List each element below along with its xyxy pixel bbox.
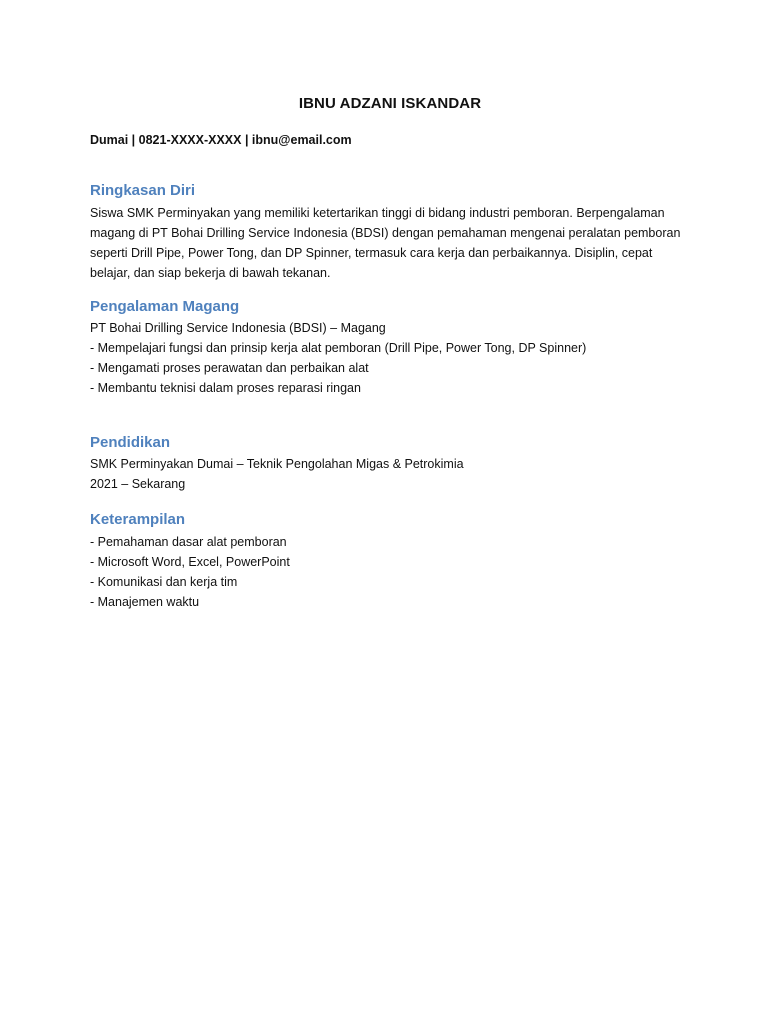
skills-list <box>90 532 690 612</box>
education-school: SMK Perminyakan Dumai – Teknik Pengolahan Migas & Petrokimia <box>90 457 464 471</box>
list-item: - Microsoft Word, Excel, PowerPoint <box>90 555 290 569</box>
section-education <box>90 433 690 494</box>
list-item: - Mengamati proses perawatan dan perbaikan alat <box>90 361 369 375</box>
list-item: - Komunikasi dan kerja tim <box>90 575 238 589</box>
section-title-internship: Pengalaman Magang <box>90 298 240 315</box>
resume-content <box>90 94 690 612</box>
section-title-education: Pendidikan <box>90 434 171 451</box>
list-item: - Mempelajari fungsi dan prinsip kerja alat pemboran (Drill Pipe, Power Tong, DP Spinner) <box>90 341 587 355</box>
summary-line: belajar, dan siap bekerja di bawah tekanan. <box>90 266 331 280</box>
summary-line: Siswa SMK Perminyakan yang memiliki ketertarikan tinggi di bidang industri pemboran. Berpengalaman <box>90 206 665 220</box>
education-period: 2021 – Sekarang <box>90 477 186 491</box>
resume-name: IBNU ADZANI ISKANDAR <box>298 95 482 112</box>
summary-line: magang di PT Bohai Drilling Service Indonesia (BDSI) dengan pemahaman mengenai peralatan pemboran <box>90 226 681 240</box>
education-info <box>90 454 690 494</box>
contact-info: Dumai | 0821-XXXX-XXXX | ibnu@email.com <box>90 133 352 147</box>
summary-text <box>90 203 690 283</box>
section-title-summary: Ringkasan Diri <box>90 182 196 199</box>
section-summary <box>90 181 690 283</box>
list-item: - Manajemen waktu <box>90 595 200 609</box>
list-item: - Pemahaman dasar alat pemboran <box>90 535 287 549</box>
list-item: - Membantu teknisi dalam proses reparasi ringan <box>90 381 361 395</box>
section-title-skills: Keterampilan <box>90 511 186 528</box>
internship-list <box>90 318 690 398</box>
summary-line: seperti Drill Pipe, Power Tong, dan DP Spinner, termasuk cara kerja dan perbaikannya. Disiplin, cepat <box>90 246 653 260</box>
section-skills <box>90 510 690 612</box>
section-internship <box>90 297 690 398</box>
internship-company: PT Bohai Drilling Service Indonesia (BDSI) – Magang <box>90 321 386 335</box>
